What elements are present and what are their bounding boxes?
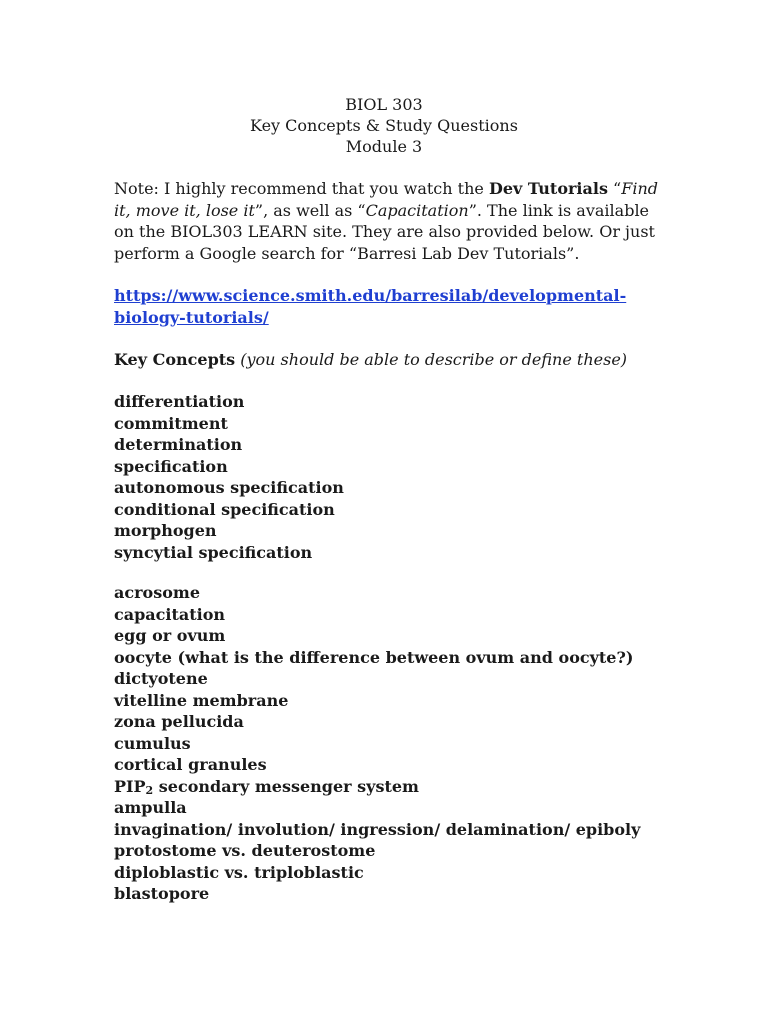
key-term: diploblastic vs. triploblastic xyxy=(114,862,364,882)
key-term: determination xyxy=(114,435,243,454)
key-term: morphogen xyxy=(114,521,217,540)
dev-tutorials-label: Dev Tutorials xyxy=(488,179,608,198)
key-term: cortical granules xyxy=(114,755,267,774)
key-term: zona pellucida xyxy=(114,712,244,731)
course-code: BIOL 303 xyxy=(345,95,423,114)
note-suffix: ”. The link is available on the BIOL303 LEARN site. They are also provided below. Or just perform a Google search for “Barresi Lab Dev Tutorials”. xyxy=(114,200,655,263)
tutorial-title-1: Find it, move it, lose it xyxy=(114,179,658,220)
key-term: specification xyxy=(114,456,228,476)
note-prefix: Note: I highly recommend that you watch the xyxy=(114,179,489,198)
key-term: oocyte (what is the difference between ovum and oocyte?) xyxy=(114,647,634,667)
document-header xyxy=(0,94,768,157)
key-term: cumulus xyxy=(114,733,191,753)
key-term: differentiation xyxy=(114,392,245,411)
key-term: invagination/ involution/ ingression/ delamination/ epiboly xyxy=(114,819,641,839)
key-term: syncytial specification xyxy=(114,542,313,562)
note-middle: ”, as well as “ xyxy=(254,200,366,220)
key-term: autonomous specification xyxy=(114,478,344,497)
key-concepts-heading xyxy=(114,349,674,371)
tutorial-title-2: Capacitation xyxy=(365,200,469,220)
key-term: ampulla xyxy=(114,798,187,817)
key-concepts-title: Key Concepts xyxy=(114,350,236,369)
document-title: Key Concepts & Study Questions xyxy=(250,116,518,135)
note-open-quote: “ xyxy=(607,179,622,198)
key-term: vitelline membrane xyxy=(114,690,289,710)
module-number: Module 3 xyxy=(345,137,423,156)
key-term: blastopore xyxy=(114,884,210,903)
key-term: capacitation xyxy=(114,604,226,624)
key-term-pip2 xyxy=(114,776,674,798)
note-paragraph xyxy=(114,178,674,264)
key-term: dictyotene xyxy=(114,669,208,688)
pip-prefix: PIP xyxy=(114,776,146,796)
pip-suffix: secondary messenger system xyxy=(153,776,419,796)
key-term: protostome vs. deuterostome xyxy=(114,841,376,860)
key-term: commitment xyxy=(114,413,228,433)
terms-list-1 xyxy=(114,391,674,563)
key-concepts-subtitle: (you should be able to describe or define these) xyxy=(240,350,628,369)
tutorials-link[interactable]: https://www.science.smith.edu/barresilab/developmental-biology-tutorials/ xyxy=(114,286,627,327)
key-term: conditional specification xyxy=(114,499,335,519)
tutorial-link-block xyxy=(114,285,674,328)
key-term: acrosome xyxy=(114,583,200,602)
terms-list-2 xyxy=(114,582,674,905)
key-term: egg or ovum xyxy=(114,626,226,645)
pip-subscript: 2 xyxy=(145,783,154,797)
